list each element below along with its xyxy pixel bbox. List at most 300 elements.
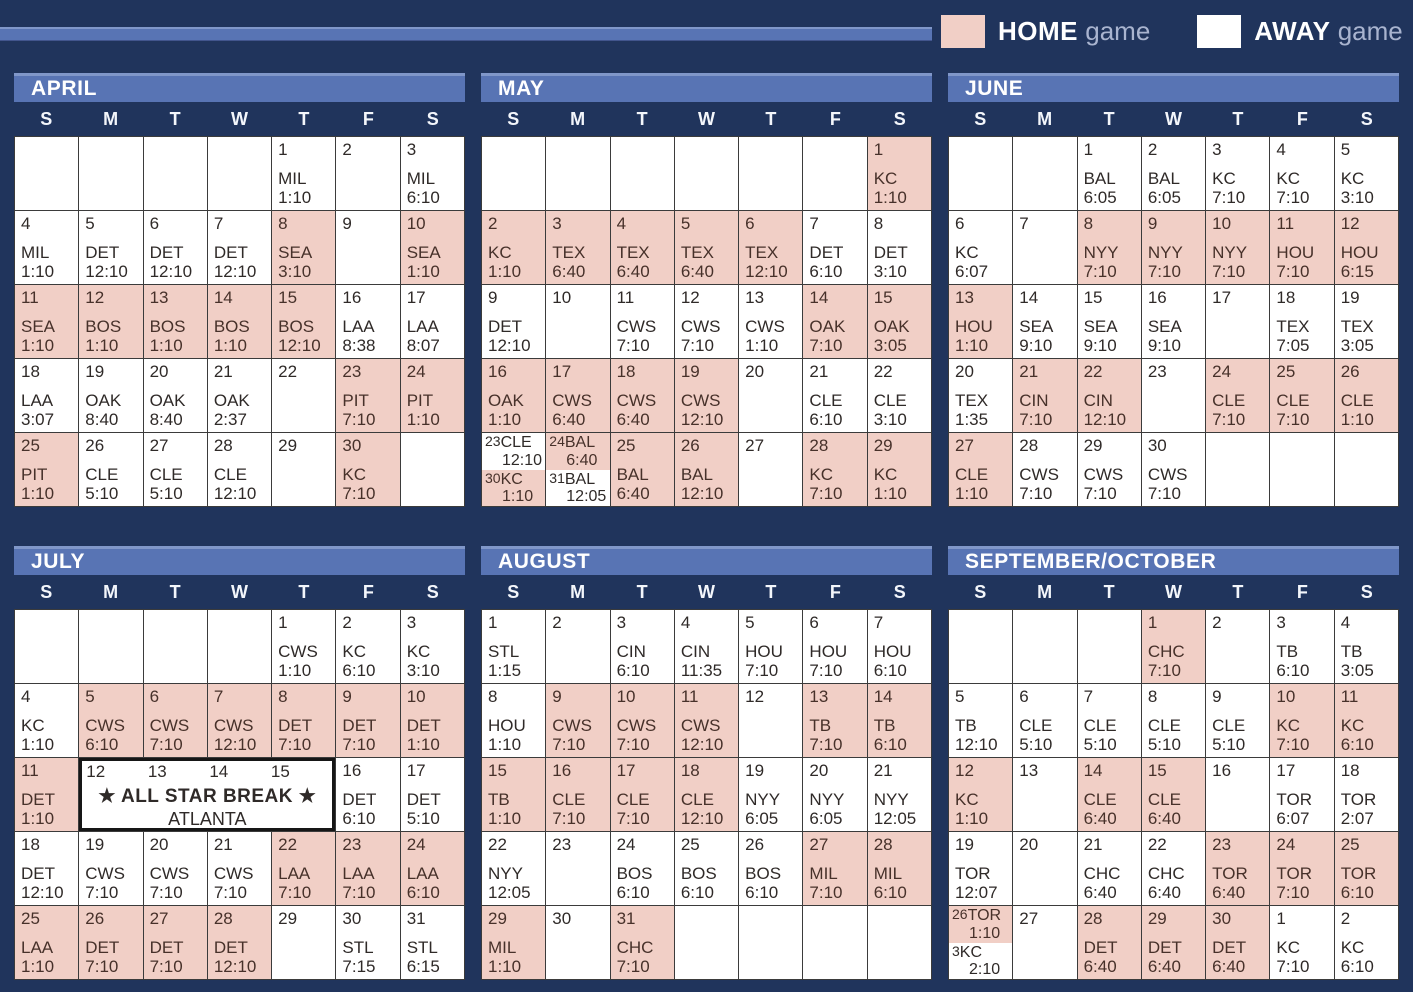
opponent: CWS — [1083, 464, 1124, 484]
away-game-cell — [1078, 433, 1141, 506]
opponent: CLE — [85, 464, 119, 484]
day-number: 21 — [1083, 835, 1103, 854]
away-game-cell — [803, 211, 866, 284]
day-number: 11 — [1340, 687, 1359, 706]
opponent: CIN — [1083, 390, 1113, 410]
opponent: CLE — [955, 464, 989, 484]
game-time: 6:10 — [873, 882, 907, 902]
opponent: STL — [406, 937, 438, 957]
game-time: 7:10 — [1212, 261, 1246, 281]
game-info — [1276, 169, 1309, 207]
away-game-cell — [1270, 906, 1333, 979]
day-number: 15 — [1083, 288, 1103, 307]
day-header: W — [697, 581, 715, 602]
opponent: SEA — [406, 242, 441, 262]
day-number: 17 — [1212, 288, 1232, 307]
day-cell — [1206, 433, 1269, 506]
game-time: 1:10 — [85, 335, 119, 355]
home-game-cell — [79, 684, 142, 757]
game-time: 6:40 — [616, 409, 650, 429]
day-header: T — [169, 108, 181, 129]
game-info — [1148, 938, 1182, 976]
opponent: MIL — [278, 168, 307, 188]
away-game-cell — [482, 285, 545, 358]
home-game-cell — [611, 433, 674, 506]
day-number: 22 — [278, 835, 298, 854]
game-line — [485, 471, 543, 489]
game-info — [1276, 317, 1309, 355]
day-header: F — [1296, 581, 1308, 602]
game-info — [1084, 243, 1119, 281]
day-header: S — [893, 581, 906, 602]
day-number: 8 — [873, 214, 884, 233]
game-time: 7:10 — [1212, 409, 1246, 429]
day-number: 31 — [616, 909, 636, 928]
home-game-cell — [675, 684, 738, 757]
game-info — [1212, 938, 1246, 976]
game-time: 5:10 — [1212, 734, 1246, 754]
home-game-cell — [1142, 610, 1205, 683]
opponent: TB — [488, 789, 510, 809]
day-header: T — [298, 108, 310, 129]
game-info — [955, 391, 988, 429]
game-time: 7:10 — [809, 483, 843, 503]
day-number: 19 — [85, 835, 105, 854]
game-time: 6:40 — [1083, 808, 1117, 828]
day-number: 24 — [406, 835, 426, 854]
opponent: OAK — [149, 390, 186, 410]
game-info — [745, 243, 788, 281]
month-grid — [14, 136, 465, 507]
day-header: T — [636, 108, 648, 129]
day-number: 9 — [488, 288, 498, 307]
day-number: 20 — [149, 362, 169, 381]
game-time: 1:10 — [21, 261, 55, 281]
home-game-cell — [482, 211, 545, 284]
opponent: CLE — [680, 789, 714, 809]
day-number: 5 — [745, 613, 755, 632]
opponent: LAA — [21, 937, 54, 957]
day-number: 17 — [1276, 761, 1296, 780]
opponent: CLE — [1147, 715, 1181, 735]
home-label: HOME — [998, 15, 1078, 46]
away-sublabel: game — [1337, 15, 1403, 46]
game-info — [278, 169, 311, 207]
game-time: 7:10 — [342, 882, 376, 902]
day-header: M — [1037, 581, 1053, 602]
home-game-cell — [401, 684, 464, 757]
day-number: 13 — [745, 288, 765, 307]
away-game-cell — [272, 610, 335, 683]
day-number: 8 — [488, 687, 498, 706]
day-number: 20 — [1019, 835, 1039, 854]
game-time: 6:05 — [809, 808, 843, 828]
day-number: 24 — [1212, 362, 1232, 381]
home-game-cell — [739, 211, 802, 284]
opponent: TEX — [1340, 316, 1374, 336]
game-time: 7:10 — [85, 882, 119, 902]
game-info — [85, 864, 125, 902]
game-time: 7:10 — [1019, 483, 1053, 503]
game-time: 7:10 — [1276, 187, 1310, 207]
opponent: BOS — [85, 316, 122, 336]
game-info — [488, 243, 521, 281]
opponent: TOR — [1276, 863, 1312, 883]
game-time: 12:10 — [680, 409, 724, 429]
day-header: T — [1232, 581, 1244, 602]
opponent: LAA — [342, 863, 375, 883]
away-game-cell — [739, 285, 802, 358]
day-header: T — [1103, 108, 1115, 129]
home-game-cell — [675, 433, 738, 506]
game-info — [488, 642, 521, 680]
day-cell — [144, 137, 207, 210]
day-number: 1 — [1147, 613, 1158, 632]
home-game-cell — [336, 832, 399, 905]
game-info — [1341, 391, 1374, 429]
day-number: 17 — [552, 362, 572, 381]
away-game-cell — [739, 832, 802, 905]
day-number: 31 — [406, 909, 426, 928]
day-number: 23 — [485, 433, 501, 449]
game-info — [552, 391, 592, 429]
game-time: 1:10 — [502, 488, 534, 506]
opponent: DET — [278, 715, 313, 735]
day-number: 2 — [342, 613, 352, 632]
game-time: 8:38 — [342, 335, 376, 355]
day-number: 16 — [1212, 761, 1232, 780]
game-info — [1276, 391, 1309, 429]
day-header: W — [230, 108, 248, 129]
day-header: M — [570, 581, 586, 602]
game-info — [809, 864, 842, 902]
game-time: 6:05 — [745, 808, 779, 828]
opponent: HOU — [1276, 242, 1315, 262]
game-info — [1084, 169, 1117, 207]
day-cell — [1013, 610, 1076, 683]
day-number: 28 — [1019, 436, 1039, 455]
day-number: 11 — [21, 288, 39, 307]
opponent: STL — [488, 641, 520, 661]
opponent: CHC — [616, 937, 654, 957]
opponent: HOU — [1340, 242, 1379, 262]
home-game-cell — [1206, 359, 1269, 432]
game-time: 12:10 — [213, 956, 257, 976]
day-number: 28 — [809, 436, 829, 455]
opponent: CLE — [1019, 715, 1053, 735]
away-game-cell — [546, 285, 609, 358]
opponent: LAA — [278, 863, 311, 883]
home-game-half — [482, 470, 545, 507]
game-info — [21, 938, 54, 976]
day-number: 21 — [213, 362, 233, 381]
opponent: NYY — [488, 863, 523, 883]
game-time: 12:10 — [745, 261, 788, 281]
day-number: 6 — [745, 214, 755, 233]
day-number: 9 — [1212, 687, 1222, 706]
game-time: 1:10 — [955, 483, 989, 503]
game-time: 2:07 — [1340, 808, 1374, 828]
game-info — [214, 317, 250, 355]
day-number: 9 — [552, 687, 562, 706]
game-info — [407, 716, 441, 754]
away-game-cell — [336, 906, 399, 979]
game-info — [1084, 790, 1117, 828]
away-game-cell — [79, 359, 142, 432]
game-info — [745, 864, 781, 902]
day-number: 8 — [1147, 687, 1158, 706]
day-number: 17 — [406, 288, 426, 307]
legend-home — [941, 15, 1150, 48]
game-info — [1341, 864, 1377, 902]
month-title: APRIL — [14, 73, 465, 102]
day-number: 10 — [1212, 214, 1232, 233]
game-info — [617, 465, 650, 503]
day-number: 13 — [149, 288, 169, 307]
game-info — [809, 317, 845, 355]
opponent: CWS — [616, 316, 657, 336]
game-info — [1212, 864, 1248, 902]
game-time: 1:10 — [406, 261, 440, 281]
game-time: 6:40 — [552, 409, 586, 429]
away-game-cell — [1142, 832, 1205, 905]
game-info — [488, 716, 526, 754]
game-time: 7:10 — [149, 882, 183, 902]
month-july — [14, 546, 465, 980]
game-time: 1:10 — [969, 924, 1001, 942]
day-number: 5 — [680, 214, 691, 233]
game-time: 7:10 — [552, 734, 586, 754]
away-game-cell — [482, 832, 545, 905]
game-time: 1:10 — [488, 734, 522, 754]
game-info — [1276, 716, 1309, 754]
day-number: 26 — [1340, 362, 1360, 381]
opponent: TEX — [955, 390, 989, 410]
day-header: S — [1360, 108, 1373, 129]
game-info — [552, 243, 585, 281]
home-game-cell — [144, 906, 207, 979]
home-game-cell — [1206, 832, 1269, 905]
away-game-cell — [336, 610, 399, 683]
game-time: 7:10 — [1083, 483, 1117, 503]
day-number: 9 — [1147, 214, 1158, 233]
game-time: 7:10 — [278, 734, 312, 754]
game-info — [955, 465, 988, 503]
game-time: 1:35 — [955, 409, 989, 429]
game-time: 9:10 — [1019, 335, 1053, 355]
game-info — [21, 864, 64, 902]
game-line — [549, 471, 607, 489]
opponent: CIN — [1019, 390, 1049, 410]
opponent: BOS — [278, 316, 315, 336]
home-sublabel: game — [1085, 15, 1151, 46]
away-game-cell — [1078, 285, 1141, 358]
game-info — [1019, 716, 1052, 754]
opponent: CWS — [616, 390, 657, 410]
game-time: 8:40 — [149, 409, 183, 429]
game-time: 1:10 — [745, 335, 779, 355]
home-game-cell — [272, 285, 335, 358]
game-time: 7:10 — [809, 882, 843, 902]
game-info — [278, 243, 312, 281]
game-time: 7:10 — [809, 660, 843, 680]
game-time: 7:10 — [616, 335, 650, 355]
game-info — [617, 391, 657, 429]
home-game-cell — [1142, 211, 1205, 284]
game-info — [1148, 243, 1183, 281]
game-time: 7:10 — [1212, 187, 1246, 207]
opponent: LAA — [406, 316, 439, 336]
day-number: 3 — [616, 613, 627, 632]
opponent: TB — [873, 715, 896, 735]
home-game-cell — [803, 684, 866, 757]
game-time: 12:10 — [680, 734, 724, 754]
day-header: W — [1164, 108, 1182, 129]
day-cell — [868, 906, 931, 979]
day-number: 22 — [278, 362, 298, 381]
opponent: CLE — [500, 434, 532, 451]
game-time: 5:10 — [1083, 734, 1117, 754]
game-time: 7:10 — [1147, 261, 1181, 281]
game-time: 6:40 — [1212, 882, 1246, 902]
day-cell — [208, 610, 271, 683]
day-cell — [675, 906, 738, 979]
game-time: 1:10 — [149, 335, 183, 355]
day-number: 7 — [1019, 214, 1029, 233]
away-game-cell — [208, 211, 271, 284]
split-day-cell — [546, 433, 609, 506]
month-grid — [948, 609, 1399, 980]
game-time: 1:10 — [873, 187, 907, 207]
day-number: 10 — [1276, 687, 1296, 706]
game-time: 12:10 — [1083, 409, 1127, 429]
game-info — [150, 391, 186, 429]
away-game-cell — [1013, 684, 1076, 757]
away-game-cell — [868, 211, 931, 284]
home-game-half — [949, 906, 1012, 943]
game-info — [214, 938, 257, 976]
game-info — [1148, 790, 1181, 828]
day-header-row — [14, 102, 465, 136]
game-info — [874, 317, 910, 355]
game-time: 7:10 — [680, 335, 714, 355]
away-label: AWAY — [1254, 15, 1331, 46]
game-info — [681, 790, 724, 828]
opponent: SEA — [278, 242, 313, 262]
away-game-cell — [949, 359, 1012, 432]
day-number: 5 — [85, 687, 95, 706]
month-august — [481, 546, 932, 980]
game-info — [1084, 317, 1118, 355]
legend — [941, 10, 1403, 52]
day-number: 31 — [549, 469, 565, 486]
opponent: HOU — [809, 641, 848, 661]
month-june — [948, 73, 1399, 507]
day-cell — [1078, 610, 1141, 683]
day-cell — [949, 610, 1012, 683]
away-game-cell — [1078, 684, 1141, 757]
game-info — [1212, 169, 1245, 207]
game-time: 7:10 — [552, 808, 586, 828]
game-time: 6:10 — [680, 882, 714, 902]
game-info — [85, 465, 118, 503]
game-time: 6:15 — [406, 956, 440, 976]
home-game-cell — [1142, 906, 1205, 979]
game-info — [1276, 243, 1314, 281]
game-info — [278, 317, 321, 355]
game-time: 6:10 — [85, 734, 119, 754]
day-number: 28 — [1083, 909, 1103, 928]
game-info — [407, 317, 440, 355]
day-number: 20 — [745, 362, 765, 381]
day-number: 1 — [873, 140, 884, 159]
away-game-cell — [1335, 906, 1398, 979]
home-game-cell — [1078, 906, 1141, 979]
away-game-cell — [336, 137, 399, 210]
month-title: JULY — [14, 546, 465, 575]
game-time: 6:07 — [1276, 808, 1310, 828]
away-game-cell — [1142, 285, 1205, 358]
home-game-cell — [1078, 359, 1141, 432]
home-game-cell — [949, 433, 1012, 506]
day-number: 13 — [147, 762, 167, 781]
opponent: TOR — [1276, 789, 1312, 809]
away-game-cell — [401, 610, 464, 683]
day-header: S — [974, 581, 987, 602]
game-time: 7:10 — [278, 882, 312, 902]
away-game-cell — [1206, 285, 1269, 358]
day-number: 20 — [809, 761, 829, 780]
game-time: 1:10 — [488, 261, 522, 281]
day-header: F — [1296, 108, 1308, 129]
game-info — [407, 938, 440, 976]
day-number: 24 — [406, 362, 426, 381]
opponent: TB — [955, 715, 977, 735]
day-number: 24 — [1276, 835, 1296, 854]
day-number: 14 — [1083, 761, 1103, 780]
away-game-cell — [482, 684, 545, 757]
opponent: CWS — [680, 390, 721, 410]
game-info — [552, 790, 585, 828]
opponent: KC — [873, 464, 898, 484]
opponent: CIN — [616, 641, 646, 661]
game-info — [214, 243, 257, 281]
day-cell — [546, 137, 609, 210]
opponent: TEX — [552, 242, 586, 262]
game-time: 7:10 — [1276, 956, 1310, 976]
game-time: 5:10 — [85, 483, 119, 503]
legend-away — [1197, 15, 1402, 48]
day-number: 12 — [1340, 214, 1360, 233]
day-number: 13 — [955, 288, 974, 307]
opponent: CLE — [1083, 789, 1117, 809]
game-info — [1212, 716, 1245, 754]
away-game-cell — [144, 832, 207, 905]
opponent: TB — [809, 715, 832, 735]
away-game-cell — [482, 610, 545, 683]
game-time: 6:10 — [1276, 660, 1310, 680]
opponent: DET — [488, 316, 522, 336]
day-cell — [15, 610, 78, 683]
day-cell — [1270, 433, 1333, 506]
home-game-cell — [208, 684, 271, 757]
day-header-row — [481, 575, 932, 609]
away-game-cell — [79, 211, 142, 284]
opponent: KC — [959, 943, 983, 961]
opponent: CLE — [1083, 715, 1117, 735]
opponent: MIL — [809, 863, 838, 883]
opponent: CWS — [213, 715, 254, 735]
